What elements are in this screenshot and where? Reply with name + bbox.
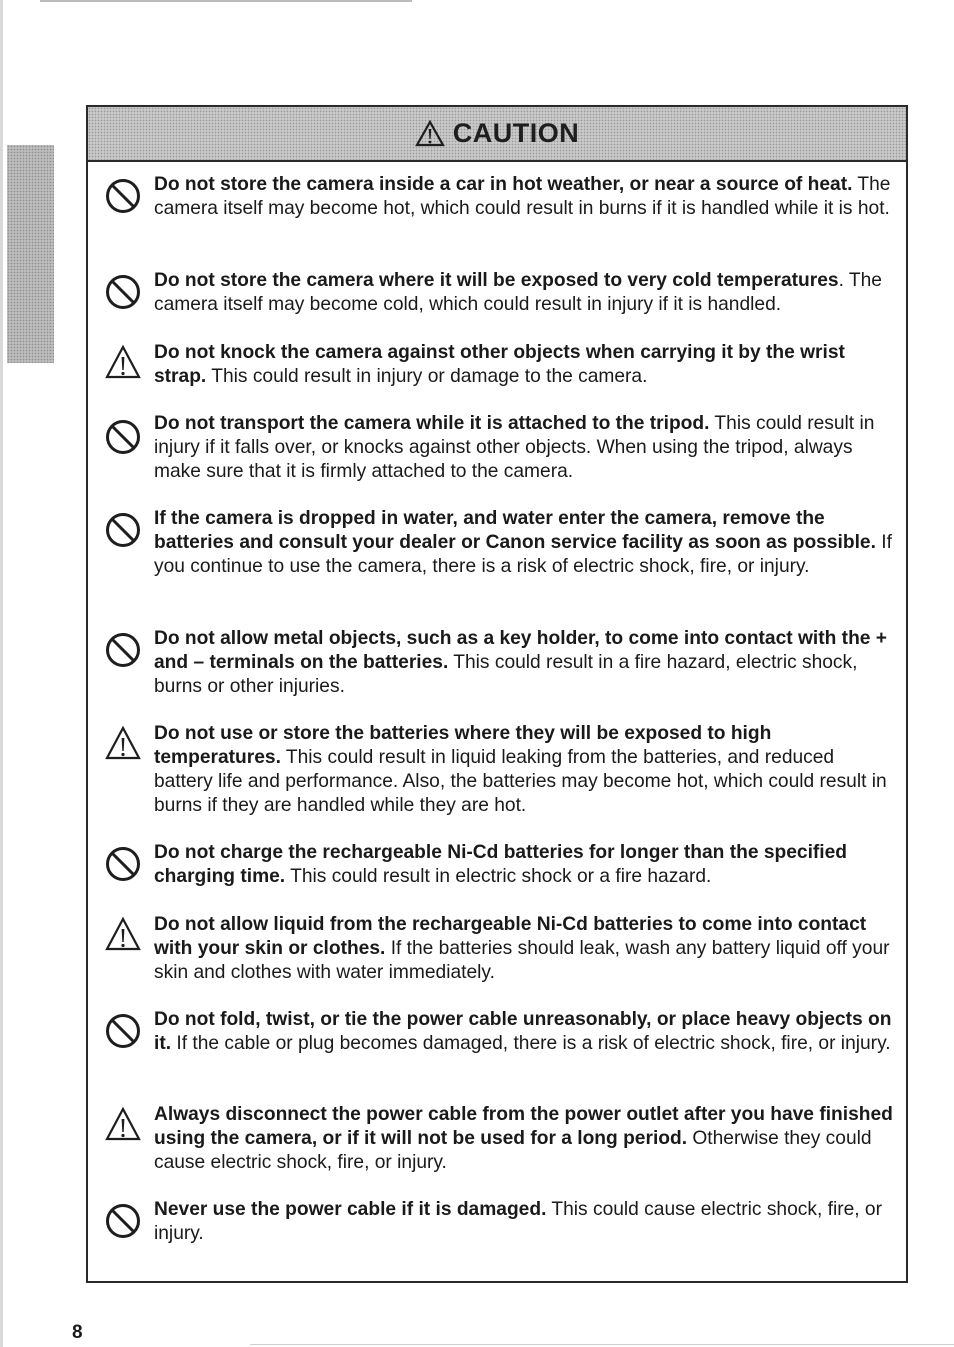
caution-header [88,107,906,162]
warning-triangle-icon [104,1105,142,1143]
prohibition-icon [104,631,142,669]
caution-item-heading: Do not allow metal objects, such as a key holder, to come into contact with the + and – terminals on the batteries. [154,628,888,673]
warning-triangle-icon [415,120,445,147]
caution-item-text [154,1008,898,1056]
caution-item-body: This could result in a fire hazard, electric shock, burns or other injuries. [154,652,858,697]
caution-item-text [154,341,902,389]
bottom-rule [250,1344,954,1345]
top-rule [40,0,412,2]
caution-item-text [154,722,898,818]
caution-item-body: This could result in injury if it falls over, or knocks against other objects. When using the tripod, always make sure that it is firmly attached to the camera. [154,413,875,482]
caution-item-heading: Do not fold, twist, or tie the power cable unreasonably, or place heavy objects on it. [154,1009,892,1054]
prohibition-icon [104,273,142,311]
prohibition-icon [104,418,142,456]
caution-item-heading: Do not allow liquid from the rechargeable Ni-Cd batteries to come into contact with your skin or clothes. [154,914,867,959]
caution-item-body: . The camera itself may become cold, which could result in injury if it is handled. [154,270,882,315]
caution-item-heading: Do not charge the rechargeable Ni-Cd batteries for longer than the specified charging time. [154,842,848,887]
caution-item-body: This could cause electric shock, fire, or injury. [154,1199,882,1244]
caution-item-text [154,841,898,889]
caution-item-heading: If the camera is dropped in water, and water enter the camera, remove the batteries and consult your dealer or Canon service facility as soon as possible. [154,508,876,553]
caution-item-text [154,913,902,985]
prohibition-icon [104,1012,142,1050]
caution-box [86,105,908,1283]
caution-item-text [154,269,902,317]
caution-item-heading: Do not store the camera inside a car in hot weather, or near a source of heat. [154,174,853,195]
warning-triangle-icon [104,724,142,762]
warning-triangle-icon [104,915,142,953]
caution-item-heading: Always disconnect the power cable from the power outlet after you have finished using the camera, or if it will not be used for a long period. [154,1104,893,1149]
section-tab [7,145,54,363]
prohibition-icon [104,511,142,549]
caution-item-heading: Do not use or store the batteries where they will be exposed to high temperatures. [154,723,772,768]
caution-item-text [154,173,898,221]
caution-item-heading: Never use the power cable if it is damaged. [154,1199,547,1220]
page-number: 8 [72,1322,83,1343]
caution-item-text [154,412,898,484]
caution-item-heading: Do not knock the camera against other objects when carrying it by the wrist strap. [154,342,845,387]
prohibition-icon [104,177,142,215]
prohibition-icon [104,1202,142,1240]
caution-item-body: This could result in injury or damage to the camera. [206,366,648,387]
caution-title [415,118,580,149]
caution-item-text [154,627,898,699]
caution-item-text [154,1103,898,1175]
caution-item-body: If you continue to use the camera, there is a risk of electric shock, fire, or injury. [154,532,892,577]
scan-edge [0,0,3,1347]
caution-item-body: If the cable or plug becomes damaged, there is a risk of electric shock, fire, or injury. [171,1033,891,1054]
caution-item-text [154,1198,898,1246]
caution-item-body: Otherwise they could cause electric shock, fire, or injury. [154,1128,872,1173]
caution-item-body: This could result in electric shock or a fire hazard. [285,866,712,887]
warning-triangle-icon [104,343,142,381]
caution-item-body: The camera itself may become hot, which could result in burns if it is handled while it is hot. [154,174,891,219]
caution-item-text [154,507,898,579]
caution-title-text: CAUTION [452,118,580,148]
caution-item-heading: Do not transport the camera while it is attached to the tripod. [154,413,710,434]
prohibition-icon [104,845,142,883]
caution-item-body: This could result in liquid leaking from the batteries, and reduced battery life and performance. Also, the batteries may become hot, which could result in burns if they are handled while they are hot. [154,747,887,816]
caution-item-heading: Do not store the camera where it will be exposed to very cold temperatures [154,270,839,291]
caution-item-body: If the batteries should leak, wash any battery liquid off your skin and clothes with water immediately. [154,938,890,983]
